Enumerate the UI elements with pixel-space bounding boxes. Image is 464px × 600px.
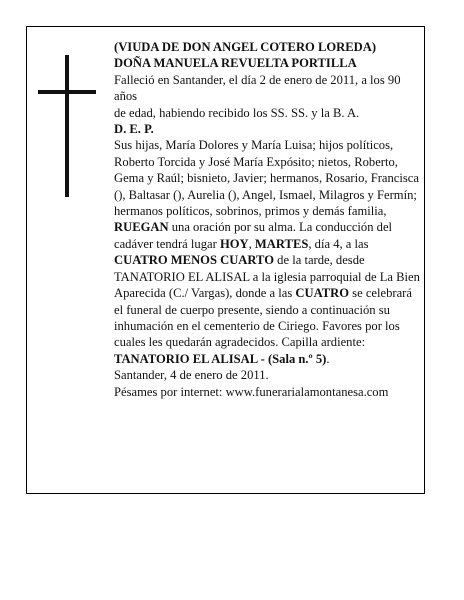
period-text: . [326,351,330,366]
capilla-text: TANATORIO EL ALISAL - (Sala n.º 5) [114,351,327,366]
martes-text: MARTES [254,236,309,251]
deceased-name: DOÑA MANUELA REVUELTA PORTILLA [114,56,357,71]
cuatro-menos-cuarto-text: CUATRO MENOS CUARTO [114,253,275,268]
ceremony-text-3: de la tarde, desde TANATORIO EL ALISAL a la iglesia parroquial de La Bien Aparecida (C./ Vargas), donde a las [114,253,420,301]
cross-horizontal-bar [38,90,96,94]
death-line-2: de edad, habiendo recibido los SS. SS. y la B. A. [114,105,360,120]
death-line-1: Falleció en Santander, el día 2 de enero de 2011, a los 90 años [114,72,401,104]
hoy-text: HOY [219,236,249,251]
obituary-text [114,39,420,400]
ceremony-text-4: se celebrará el funeral de cuerpo presente, siendo a continuación su inhumación en el cementerio de Ciriego. Favores por los cuales les quedarán agradecidos. Capilla ardiente: [114,286,412,350]
cross-icon [38,55,96,197]
dep-line: D. E. P. [114,122,154,137]
ceremony-text-2: , día 4, a las [308,236,369,251]
family-paragraph: Sus hijas, María Dolores y María Luisa; hijos políticos, Roberto Torcida y José María Expósito; nietos, Roberto, Gema y Raúl; bisnieto, Javier; hermanos, Rosario, Francisca (), Baltasar (), Aurelia (), Angel, Ismael, Milagros y Fermín; hermanos políticos, sobrinos, primos y demás familia, [114,138,419,219]
ruegan-text: RUEGAN [114,220,169,235]
comma-text: , [248,236,255,251]
widow-line: (VIUDA DE DON ANGEL COTERO LOREDA) [114,40,377,54]
condolences-line: Pésames por internet: www.funerarialamontanesa.com [114,384,389,399]
date-line: Santander, 4 de enero de 2011. [114,368,269,383]
ceremony-text-1: una oración por su alma. La conducción del cadáver tendrá lugar [114,220,393,251]
cuatro-text: CUATRO [295,286,350,301]
cross-vertical-bar [65,55,69,197]
ceremony-paragraph [114,219,420,367]
